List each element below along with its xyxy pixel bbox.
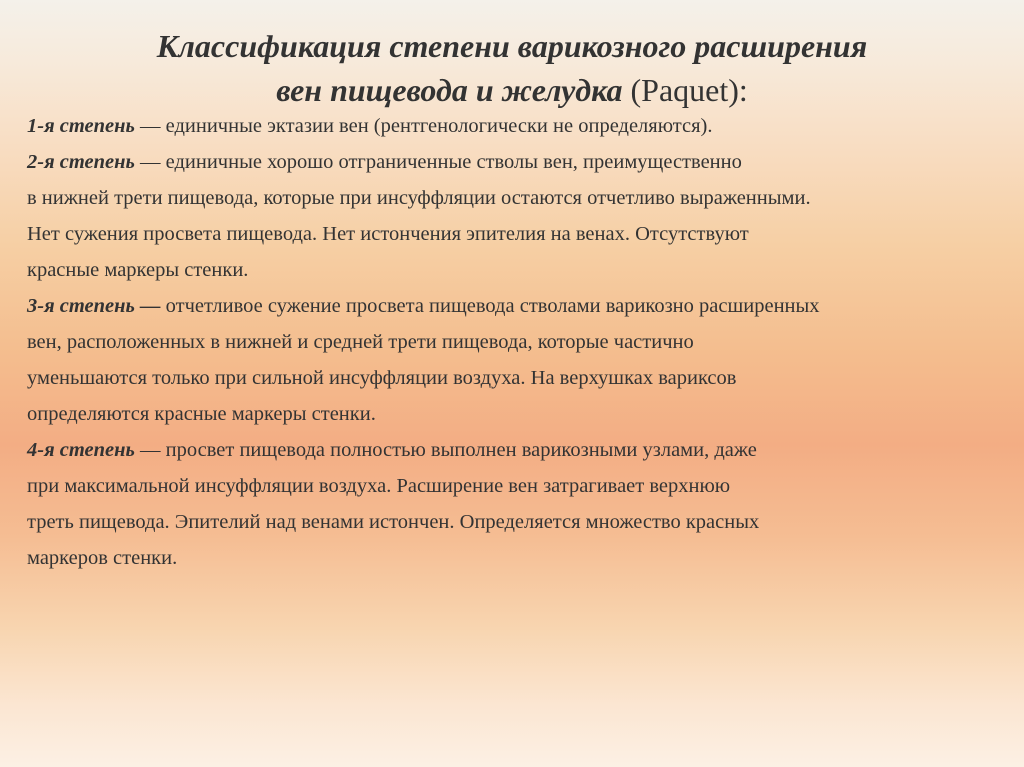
- paragraph-line: [27, 474, 987, 498]
- paragraph-line: [27, 222, 987, 246]
- page-title: [40, 24, 984, 112]
- paragraph-line: [27, 510, 987, 534]
- paragraph-text: уменьшаются только при сильной инсуффляции воздуха. На верхушках вариксов: [27, 367, 737, 389]
- paragraph-degree-3: [27, 294, 987, 318]
- title-line-2-normal: (Paquet):: [622, 72, 748, 108]
- paragraph-text: красные маркеры стенки.: [27, 259, 249, 281]
- paragraph-line: [27, 258, 987, 282]
- paragraph-line: [27, 546, 987, 570]
- title-line-1: Классификация степени варикозного расширения: [156, 28, 868, 64]
- title-line-2-bold: вен пищевода и желудка: [276, 72, 623, 108]
- paragraph-text: треть пищевода. Эпителий над венами истончен. Определяется множество красных: [27, 511, 760, 533]
- degree-label: 2-я степень: [27, 151, 135, 173]
- paragraph-degree-2: [27, 150, 987, 174]
- title-line-2: [40, 68, 984, 112]
- paragraph-line: [27, 330, 987, 354]
- paragraph-line: [27, 402, 987, 426]
- degree-label: 4-я степень: [27, 439, 135, 461]
- paragraph-text: отчетливое сужение просвета пищевода стволами варикозно расширенных: [160, 295, 820, 317]
- paragraph-degree-4: [27, 438, 987, 462]
- paragraph-text: Нет сужения просвета пищевода. Нет истончения эпителия на венах. Отсутствуют: [27, 223, 749, 245]
- degree-label: 3-я степень —: [27, 295, 161, 317]
- paragraph-degree-1: [27, 114, 987, 138]
- content-body: [27, 114, 987, 582]
- paragraph-text: — единичные эктазии вен (рентгенологически не определяются).: [134, 115, 713, 137]
- paragraph-line: [27, 186, 987, 210]
- paragraph-text: определяются красные маркеры стенки.: [27, 403, 376, 425]
- paragraph-text: — единичные хорошо отграниченные стволы вен, преимущественно: [134, 151, 742, 173]
- paragraph-text: маркеров стенки.: [27, 547, 178, 569]
- paragraph-text: — просвет пищевода полностью выполнен варикозными узлами, даже: [134, 439, 757, 461]
- paragraph-line: [27, 366, 987, 390]
- degree-label: 1-я степень: [27, 115, 135, 137]
- paragraph-text: в нижней трети пищевода, которые при инсуффляции остаются отчетливо выраженными.: [27, 187, 811, 209]
- paragraph-text: вен, расположенных в нижней и средней трети пищевода, которые частично: [27, 331, 694, 353]
- paragraph-text: при максимальной инсуффляции воздуха. Расширение вен затрагивает верхнюю: [27, 475, 731, 497]
